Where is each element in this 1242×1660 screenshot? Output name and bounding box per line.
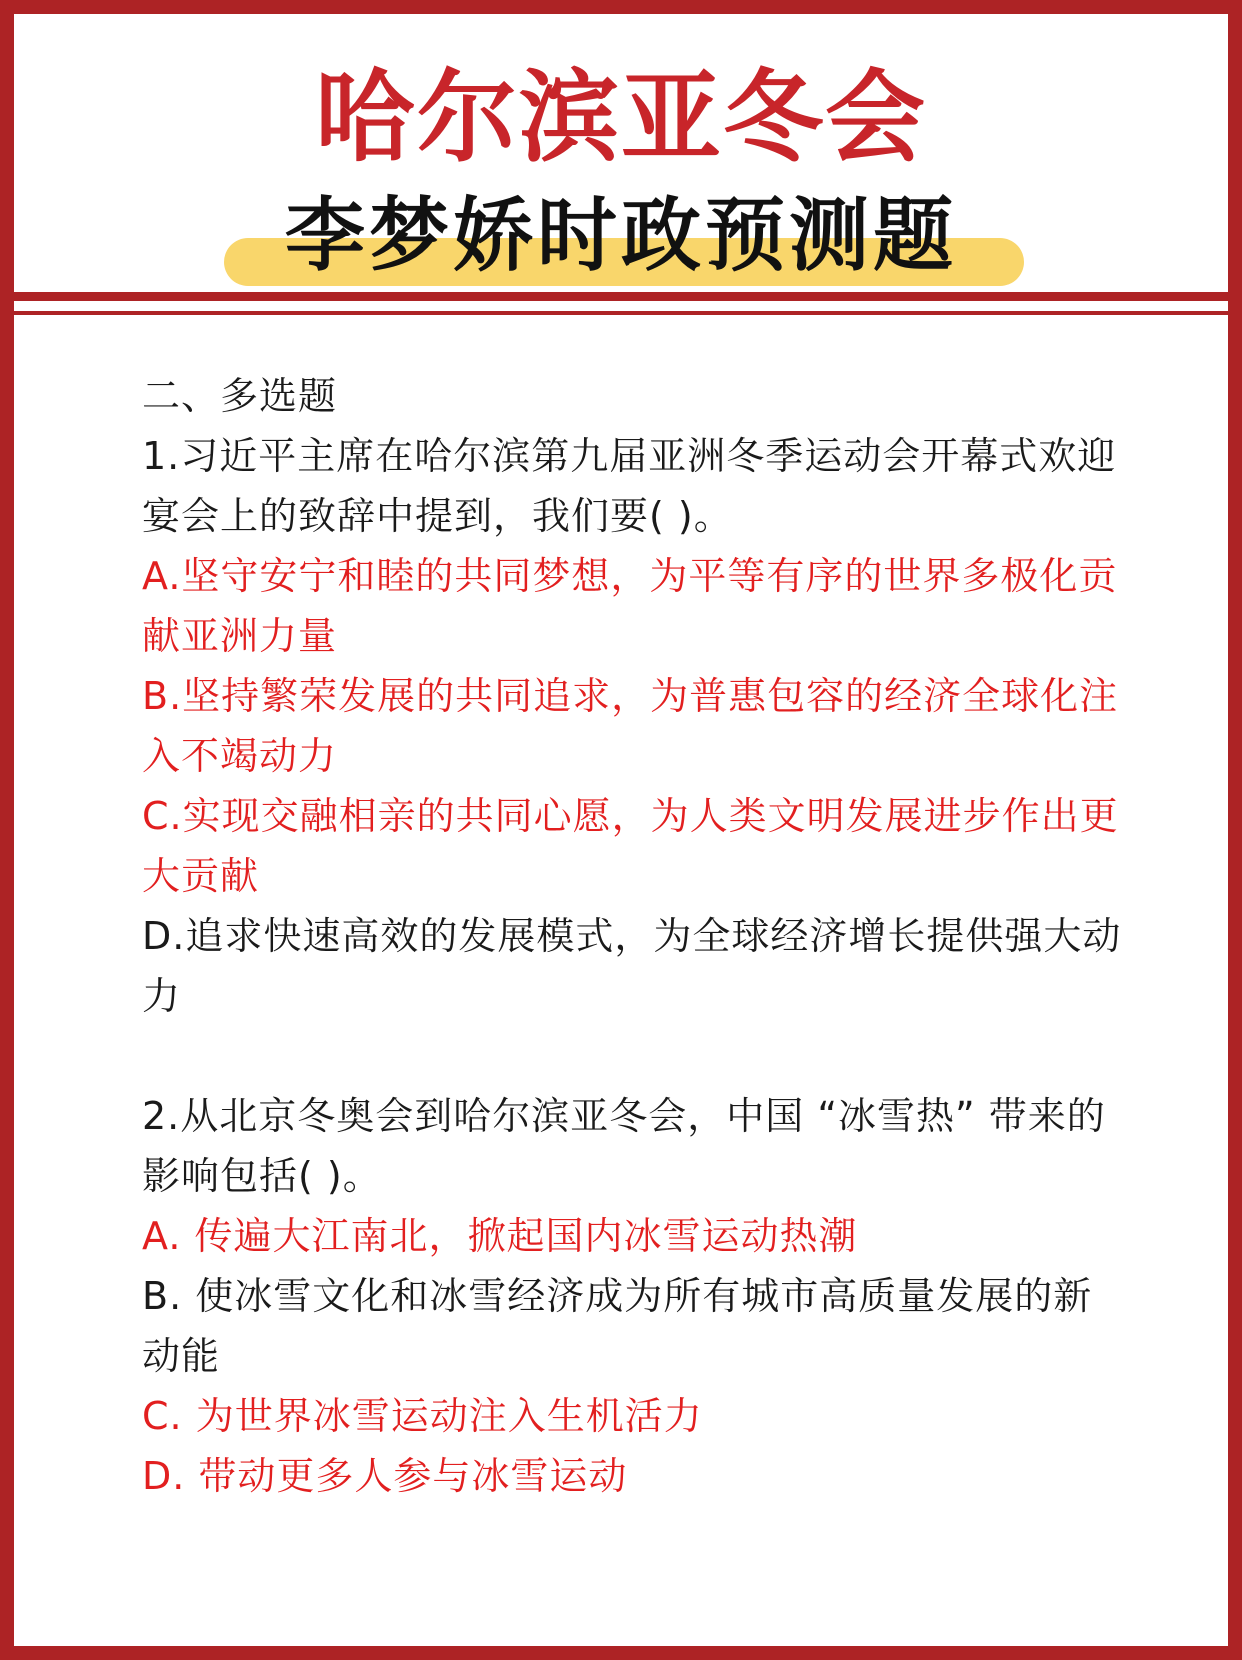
section-heading: 二、多选题: [142, 374, 338, 418]
question-1-option-b: B.坚持繁荣发展的共同追求，为普惠包容的经济全球化注入不竭动力: [142, 674, 1119, 778]
question-2-option-a: A. 传遍大江南北，掀起国内冰雪运动热潮: [142, 1214, 858, 1258]
question-content: [142, 366, 1122, 1506]
subtitle: 李梦娇时政预测题: [285, 189, 957, 282]
question-1-option-d: D.追求快速高效的发展模式，为全球经济增长提供强大动力: [142, 914, 1122, 1018]
question-1-option-c: C.实现交融相亲的共同心愿，为人类文明发展进步作出更大贡献: [142, 794, 1119, 898]
question-1-option-a: A.坚守安宁和睦的共同梦想，为平等有序的世界多极化贡献亚洲力量: [142, 554, 1118, 658]
divider-thin: [14, 311, 1228, 315]
question-1: [142, 426, 1122, 1026]
question-2-option-b: B. 使冰雪文化和冰雪经济成为所有城市高质量发展的新动能: [142, 1274, 1093, 1378]
subtitle-wrap: [14, 186, 1228, 286]
main-title: 哈尔滨亚冬会: [315, 59, 927, 176]
header: [14, 14, 1228, 292]
question-1-stem: 1.习近平主席在哈尔滨第九届亚洲冬季运动会开幕式欢迎宴会上的致辞中提到，我们要( )。: [142, 434, 1117, 538]
question-2-stem: 2.从北京冬奥会到哈尔滨亚冬会，中国 “冰雪热” 带来的影响包括( )。: [142, 1094, 1106, 1198]
question-2-option-d: D. 带动更多人参与冰雪运动: [142, 1454, 628, 1498]
question-2-option-c: C. 为世界冰雪运动注入生机活力: [142, 1394, 703, 1438]
divider-thick: [14, 292, 1228, 301]
question-2: [142, 1086, 1122, 1506]
question-spacer: [142, 1026, 1122, 1086]
